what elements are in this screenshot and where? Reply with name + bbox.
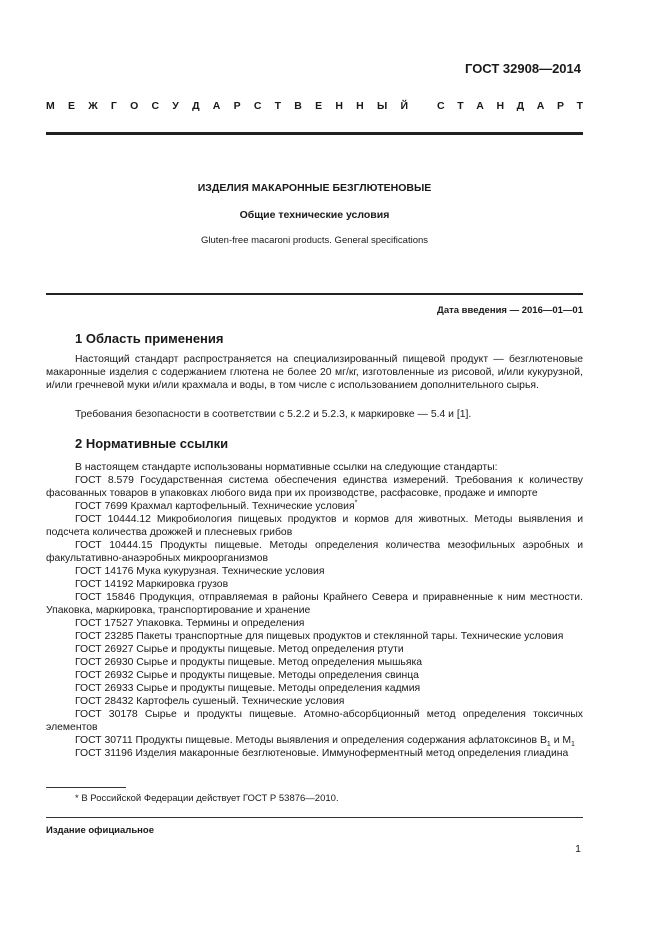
footnote-marker: *	[354, 499, 358, 507]
interstate-word-1: М Е Ж Г О С У Д А Р С Т В Е Н Н Ы Й	[46, 100, 408, 112]
section-1-safety	[46, 408, 583, 421]
footnote: * В Российской Федерации действует ГОСТ Р 53876—2010.	[75, 793, 339, 804]
reference-item: ГОСТ 31196 Изделия макаронные безглютеновые. Иммуноферментный метод определения глиадина	[75, 748, 569, 759]
interstate-standard-banner	[46, 100, 583, 112]
reference-item: ГОСТ 14176 Мука кукурузная. Технические условия	[75, 566, 325, 577]
reference-item: ГОСТ 14192 Маркировка грузов	[75, 579, 229, 590]
section-2-intro: В настоящем стандарте использованы нормативные ссылки на следующие стандарты:	[75, 462, 498, 473]
reference-item: ГОСТ 15846 Продукция, отправляемая в районы Крайнего Севера и приравненные к ним местности. Упаковка, маркировка, транспортирование и хранение	[46, 592, 583, 616]
intro-date: Дата введения — 2016—01—01	[437, 305, 583, 316]
reference-item: ГОСТ 30711 Продукты пищевые. Методы выявления и определения содержания афлатоксинов $В_1$ и $М_1$	[75, 735, 575, 749]
official-edition-label: Издание официальное	[46, 825, 154, 836]
section-1-paragraph-2: Требования безопасности в соответствии с 5.2.2 и 5.2.3, к маркировке — 5.4 и [1].	[75, 409, 472, 420]
reference-item: ГОСТ 26927 Сырье и продукты пищевые. Метод определения ртути	[75, 644, 404, 655]
reference-item: ГОСТ 10444.12 Микробиология пищевых продуктов и кормов для животных. Методы выявления и подсчета количества дрожжей и плесневых грибов	[46, 514, 583, 538]
document-title: ИЗДЕЛИЯ МАКАРОННЫЕ БЕЗГЛЮТЕНОВЫЕ	[197, 182, 432, 194]
standard-code: ГОСТ 32908—2014	[465, 61, 581, 76]
reference-item: ГОСТ 7699 Крахмал картофельный. Технические условия*	[75, 499, 358, 512]
reference-item: ГОСТ 10444.15 Продукты пищевые. Методы определения количества мезофильных аэробных и факультативно-анаэробных микроорганизмов	[46, 540, 583, 564]
document-subtitle: Общие технические условия	[239, 209, 390, 221]
reference-item: ГОСТ 26932 Сырье и продукты пищевые. Методы определения свинца	[75, 670, 419, 681]
reference-item: ГОСТ 17527 Упаковка. Термины и определения	[75, 618, 305, 629]
english-title: Gluten-free macaroni products. General specifications	[200, 235, 429, 246]
section-2-heading: 2 Нормативные ссылки	[75, 436, 229, 451]
footer-rule	[46, 817, 583, 818]
header-rule	[46, 132, 583, 135]
reference-item: ГОСТ 26933 Сырье и продукты пищевые. Методы определения кадмия	[75, 683, 421, 694]
interstate-word-2: С Т А Н Д А Р Т	[437, 100, 583, 112]
reference-item: ГОСТ 23285 Пакеты транспортные для пищевых продуктов и стеклянной тары. Технические условия	[75, 631, 564, 642]
page-number: 1	[575, 843, 581, 855]
section-2-body	[46, 461, 583, 760]
title-rule	[46, 293, 583, 295]
reference-item: ГОСТ 26930 Сырье и продукты пищевые. Метод определения мышьяка	[75, 657, 423, 668]
section-1-paragraph: Настоящий стандарт распространяется на специализированный пищевой продукт — безглютеновые макаронные изделия с содержанием глютена не более 20 мг/кг, изготовленные из рисовой, и/или кукурузной, и/или гречневой муки и/или крахмала и воды, в том числе с использованием дополнительного сырья.	[46, 354, 583, 391]
reference-item: ГОСТ 30178 Сырье и продукты пищевые. Атомно-абсорбционный метод определения токсичных элементов	[46, 709, 583, 733]
section-1-body	[46, 353, 583, 392]
footnote-rule	[46, 787, 126, 788]
reference-item: ГОСТ 8.579 Государственная система обеспечения единства измерений. Требования к количеству фасованных товаров в упаковках любого вида при их производстве, расфасовке, продаже и импорте	[46, 475, 583, 499]
reference-item: ГОСТ 28432 Картофель сушеный. Технические условия	[75, 696, 345, 707]
section-1-heading: 1 Область применения	[75, 331, 224, 346]
